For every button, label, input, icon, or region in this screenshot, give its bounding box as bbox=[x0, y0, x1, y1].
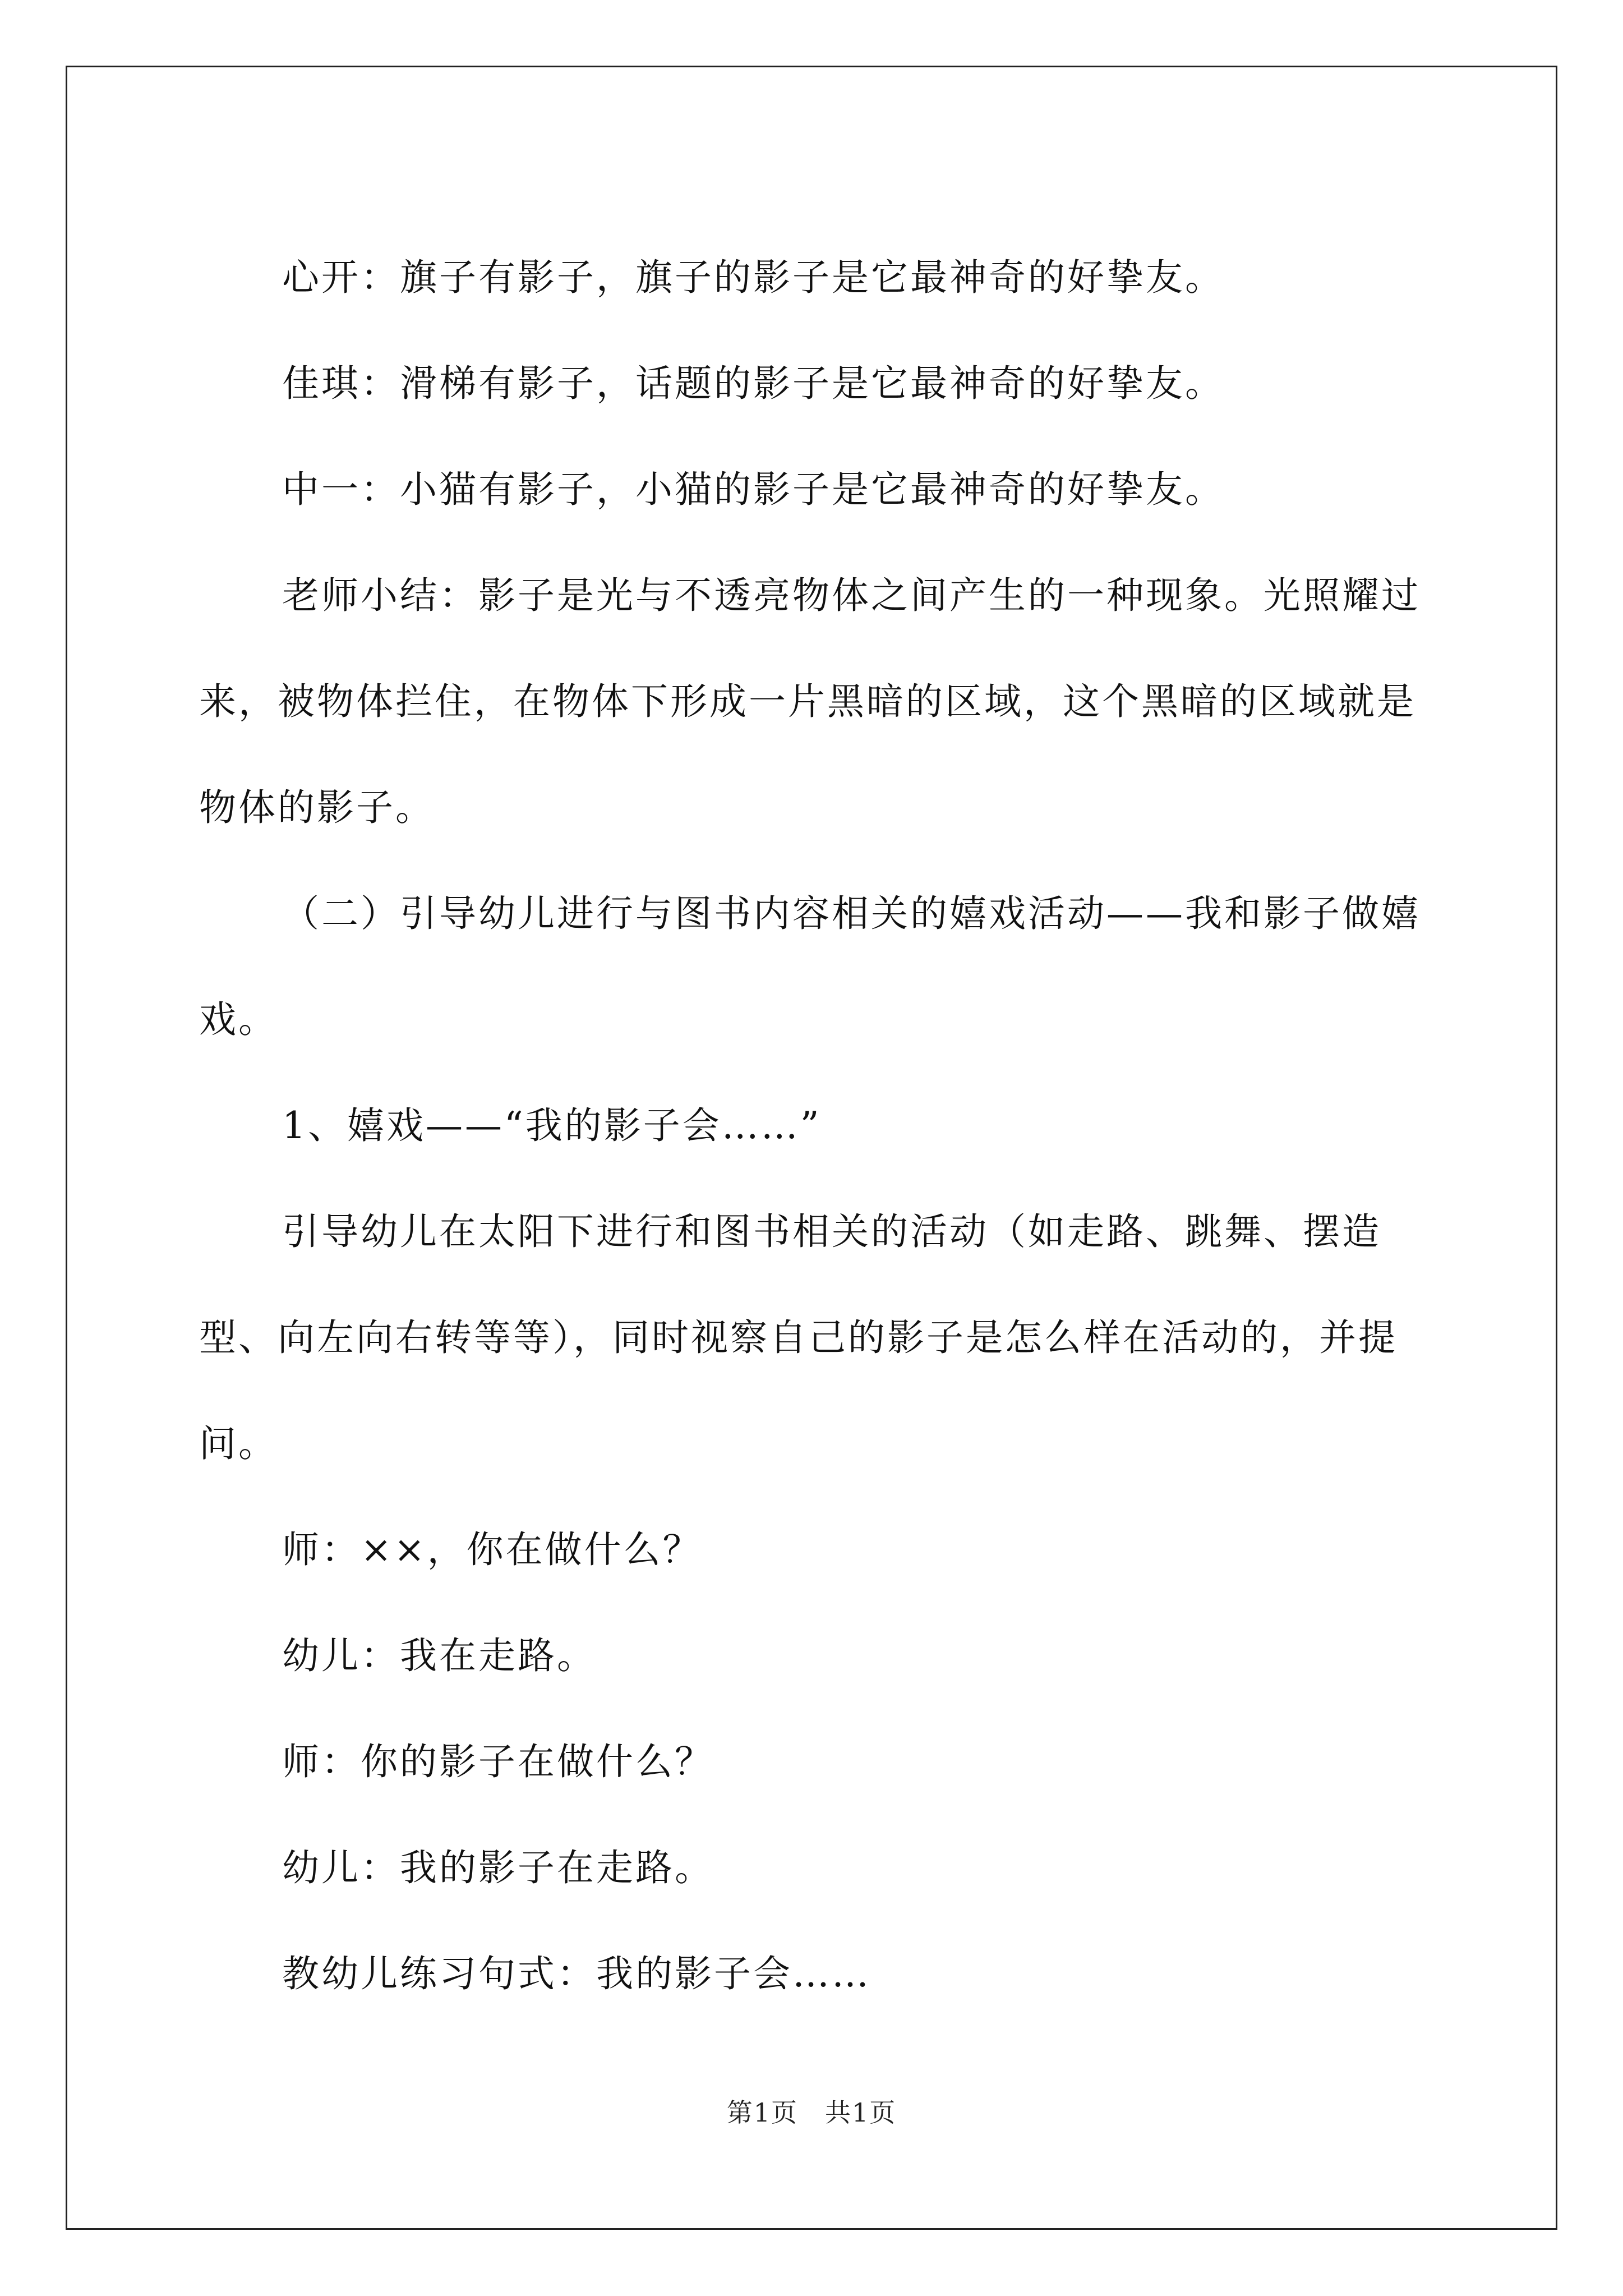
paragraph: 幼儿：我的影子在走路。 bbox=[282, 1846, 714, 1889]
paragraph: 师：你的影子在做什么？ bbox=[282, 1740, 714, 1783]
paragraph: 1、嬉戏——“我的影子会……” bbox=[282, 1104, 822, 1147]
paragraph: 中一：小猫有影子，小猫的影子是它最神奇的好挚友。 bbox=[282, 468, 1224, 511]
paragraph: 心开：旗子有影子，旗子的影子是它最神奇的好挚友。 bbox=[282, 256, 1224, 299]
paragraph: 佳琪：滑梯有影子，话题的影子是它最神奇的好挚友。 bbox=[282, 362, 1224, 405]
paragraph: 教幼儿练习句式：我的影子会…… bbox=[282, 1952, 871, 1995]
document-body bbox=[199, 224, 1427, 2027]
paragraph: 幼儿：我在走路。 bbox=[282, 1634, 596, 1677]
paragraph: 引导幼儿在太阳下进行和图书相关的活动（如走路、跳舞、摆造型、向左向右转等等），同时视察自己的影子是怎么样在活动的，并提问。 bbox=[199, 1210, 1398, 1465]
paragraph: 师：××，你在做什么？ bbox=[282, 1528, 702, 1571]
paragraph: 老师小结：影子是光与不透亮物体之间产生的一种现象。光照耀过来，被物体拦住，在物体下形成一片黑暗的区域，这个黑暗的区域就是物体的影子。 bbox=[199, 574, 1421, 829]
page-footer: 第1页 共1页 bbox=[726, 2097, 897, 2128]
paragraph: （二）引导幼儿进行与图书内容相关的嬉戏活动——我和影子做嬉戏。 bbox=[199, 892, 1421, 1041]
